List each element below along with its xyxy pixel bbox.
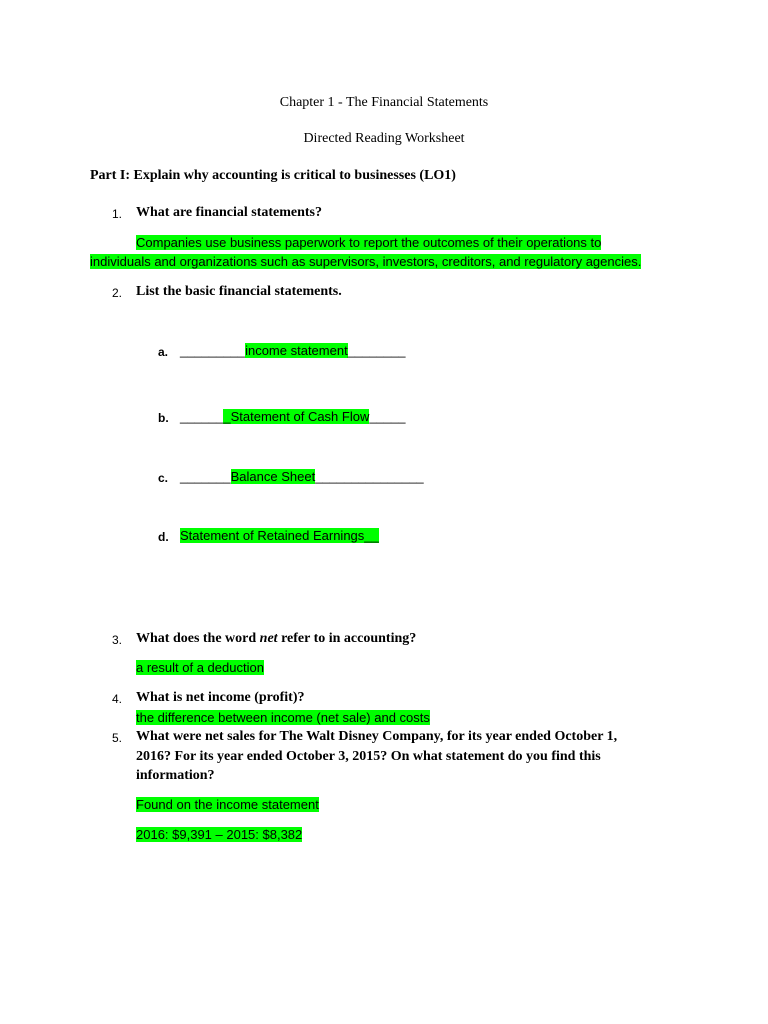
question-number: 2. [111,286,122,300]
question-3-text [136,630,416,648]
item-letter: a. [158,345,169,359]
answer-highlight: Companies use business paperwork to report the outcomes of their operations to [136,235,602,250]
chapter-title: Chapter 1 - The Financial Statements [279,95,489,110]
item-letter: d. [158,530,169,544]
blank-line: _____ [369,409,406,424]
blank-line: _______________ [315,469,424,484]
answer-1-line-2 [90,253,641,271]
statement-item-d [180,527,379,545]
part-heading: Part I: Explain why accounting is critical to businesses (LO1) [90,168,456,183]
blank-line: ________ [347,343,406,358]
answer-highlight: individuals and organizations such as supervisors, investors, creditors, and regulatory agencies. [90,254,642,269]
answer-5-line-2 [136,826,302,844]
question-number: 4. [111,692,122,706]
question-1-text: What are financial statements? [136,205,322,220]
answer-highlight: Balance Sheet [230,469,316,484]
answer-4 [136,709,430,727]
emphasized-word: net [259,631,278,646]
question-text-part: What does the word [136,631,260,646]
question-number: 5. [111,731,122,745]
question-4-text: What is net income (profit)? [136,690,305,705]
blank-line: _________ [180,343,246,358]
answer-highlight: 2016: $9,391 – 2015: $8,382 [136,827,303,842]
statement-item-a [180,342,406,360]
question-5-line-2: 2016? For its year ended October 3, 2015? On what statement do you find this [136,749,601,764]
answer-highlight: Found on the income statement [136,797,319,812]
question-number: 1. [111,207,122,221]
blank-line: _______ [180,469,231,484]
statement-item-b [180,408,406,426]
answer-3 [136,659,264,677]
statement-item-c [180,468,424,486]
answer-highlight: income statement [245,343,348,358]
answer-highlight: a result of a deduction [136,660,264,675]
blank-line: ______ [180,409,224,424]
answer-1-line-1 [136,234,601,252]
item-letter: c. [158,471,169,485]
question-text-part: refer to in accounting? [277,631,417,646]
question-5-line-3: information? [136,768,215,783]
answer-5-line-1 [136,796,319,814]
question-2-text: List the basic financial statements. [136,284,342,299]
worksheet-subtitle: Directed Reading Worksheet [303,131,465,146]
answer-highlight: the difference between income (net sale) and costs [136,710,430,725]
item-letter: b. [158,411,169,425]
answer-highlight: _Statement of Cash Flow [223,409,370,424]
question-5-line-1: What were net sales for The Walt Disney Company, for its year ended October 1, [136,729,618,744]
answer-highlight: Statement of Retained Earnings__ [180,528,379,543]
question-number: 3. [111,633,122,647]
